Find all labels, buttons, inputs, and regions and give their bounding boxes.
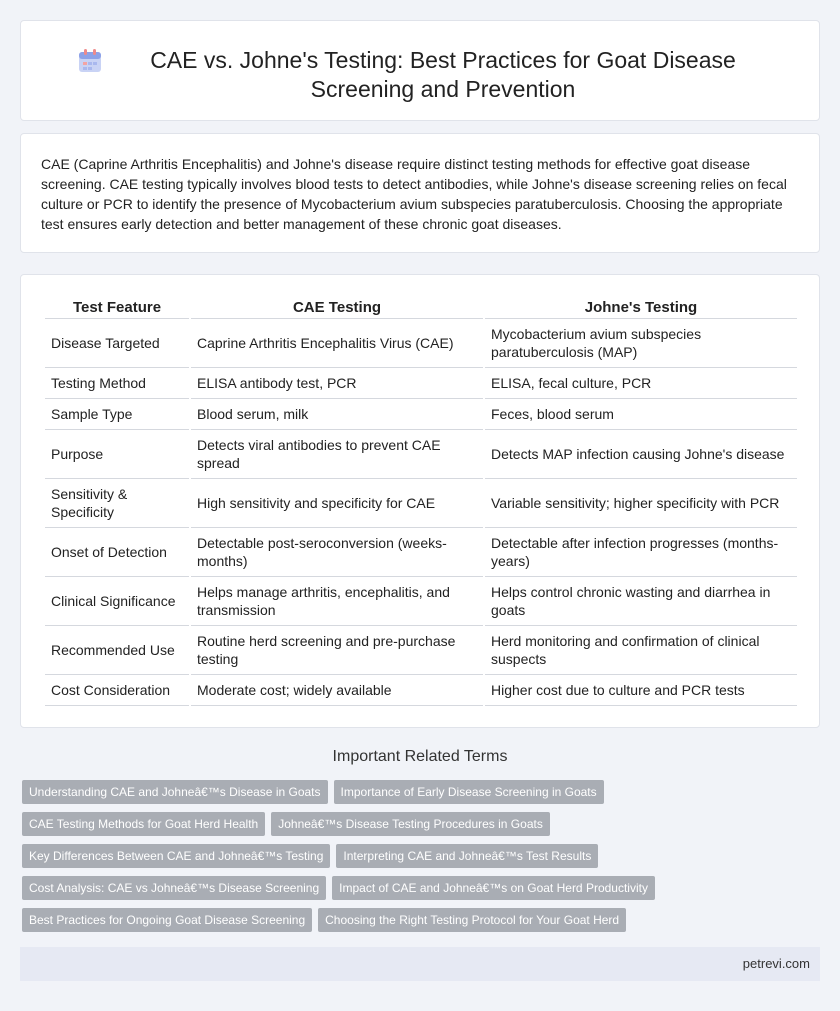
related-term-tag[interactable]: Cost Analysis: CAE vs Johneâ€™s Disease Screening <box>22 876 326 900</box>
table-row <box>45 319 797 368</box>
table-cell: High sensitivity and specificity for CAE <box>191 479 483 528</box>
comparison-table <box>43 293 799 706</box>
intro-paragraph: CAE (Caprine Arthritis Encephalitis) and Johne's disease require distinct testing methods for effective goat disease screening. CAE testing typically involves blood tests to detect antibodies, while Johne's disease screening relies on fecal culture or PCR to identify the presence of Mycobacterium avium subspecies paratuberculosis. Choosing the appropriate test ensures early detection and better management of these chronic goat diseases. <box>41 156 787 232</box>
table-cell: Helps manage arthritis, encephalitis, and transmission <box>191 577 483 626</box>
table-cell: Testing Method <box>45 368 189 399</box>
table-row <box>45 430 797 479</box>
table-cell: Caprine Arthritis Encephalitis Virus (CAE) <box>191 319 483 368</box>
table-row <box>45 368 797 399</box>
table-cell: Mycobacterium avium subspecies paratuberculosis (MAP) <box>485 319 797 368</box>
table-cell: Detectable after infection progresses (months-years) <box>485 528 797 577</box>
table-cell: ELISA antibody test, PCR <box>191 368 483 399</box>
table-cell: Helps control chronic wasting and diarrhea in goats <box>485 577 797 626</box>
header-johnes-testing: Johne's Testing <box>485 293 797 319</box>
related-term-tag[interactable]: Importance of Early Disease Screening in Goats <box>334 780 604 804</box>
footer-site-link[interactable]: petrevi.com <box>742 956 810 971</box>
table-cell: Onset of Detection <box>45 528 189 577</box>
table-row <box>45 626 797 675</box>
table-cell: Sample Type <box>45 399 189 430</box>
intro-card <box>20 133 820 253</box>
related-term-tag[interactable]: CAE Testing Methods for Goat Herd Health <box>22 812 265 836</box>
table-cell: Variable sensitivity; higher specificity with PCR <box>485 479 797 528</box>
table-row <box>45 479 797 528</box>
table-cell: Moderate cost; widely available <box>191 675 483 706</box>
related-term-tag[interactable]: Interpreting CAE and Johneâ€™s Test Results <box>336 844 598 868</box>
header-cae-testing: CAE Testing <box>191 293 483 319</box>
table-cell: Purpose <box>45 430 189 479</box>
table-cell: Recommended Use <box>45 626 189 675</box>
table-cell: Detects MAP infection causing Johne's disease <box>485 430 797 479</box>
table-cell: Detectable post-seroconversion (weeks-months) <box>191 528 483 577</box>
comparison-table-card <box>20 274 820 728</box>
header-card <box>20 20 820 121</box>
related-term-tag[interactable]: Key Differences Between CAE and Johneâ€™s Testing <box>22 844 330 868</box>
related-term-tag[interactable]: Impact of CAE and Johneâ€™s on Goat Herd Productivity <box>332 876 655 900</box>
related-terms-title: Important Related Terms <box>332 748 508 765</box>
table-cell: Routine herd screening and pre-purchase testing <box>191 626 483 675</box>
table-cell: Detects viral antibodies to prevent CAE spread <box>191 430 483 479</box>
table-cell: Cost Consideration <box>45 675 189 706</box>
related-term-tag[interactable]: Johneâ€™s Disease Testing Procedures in Goats <box>271 812 550 836</box>
table-row <box>45 675 797 706</box>
related-term-tag[interactable]: Best Practices for Ongoing Goat Disease Screening <box>22 908 312 932</box>
table-cell: Feces, blood serum <box>485 399 797 430</box>
related-terms-list <box>22 780 818 940</box>
header-test-feature: Test Feature <box>45 293 189 319</box>
table-cell: ELISA, fecal culture, PCR <box>485 368 797 399</box>
footer <box>20 947 820 981</box>
related-term-tag[interactable]: Understanding CAE and Johneâ€™s Disease in Goats <box>22 780 328 804</box>
table-cell: Sensitivity & Specificity <box>45 479 189 528</box>
table-cell: Disease Targeted <box>45 319 189 368</box>
table-cell: Clinical Significance <box>45 577 189 626</box>
table-header-row <box>45 293 797 319</box>
table-cell: Herd monitoring and confirmation of clinical suspects <box>485 626 797 675</box>
table-row <box>45 399 797 430</box>
table-cell: Blood serum, milk <box>191 399 483 430</box>
table-row <box>45 528 797 577</box>
calendar-icon <box>77 48 103 74</box>
table-cell: Higher cost due to culture and PCR tests <box>485 675 797 706</box>
table-row <box>45 577 797 626</box>
related-term-tag[interactable]: Choosing the Right Testing Protocol for Your Goat Herd <box>318 908 626 932</box>
page-title: CAE vs. Johne's Testing: Best Practices for Goat Disease Screening and Prevention <box>150 47 736 102</box>
